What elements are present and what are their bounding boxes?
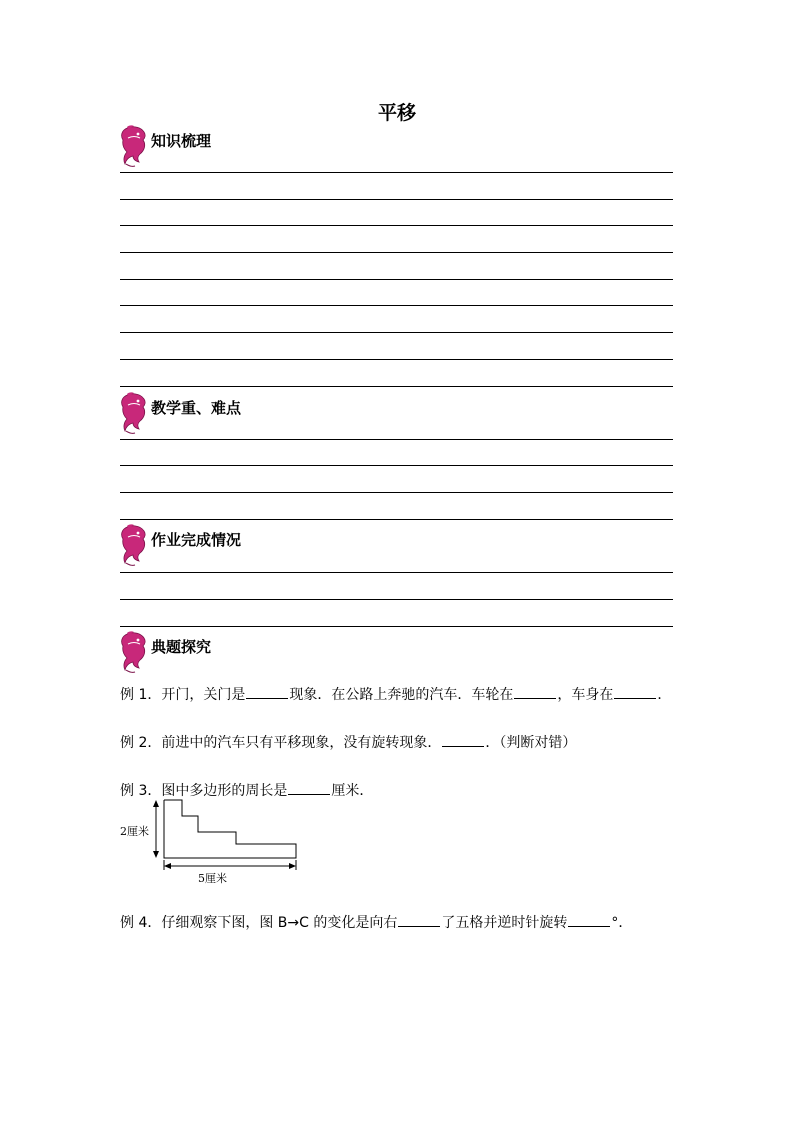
dolphin-icon — [118, 630, 148, 676]
answer-line — [120, 599, 673, 600]
answer-line — [120, 626, 673, 627]
height-label: 2厘米 — [120, 825, 149, 838]
answer-line — [120, 465, 673, 466]
example-text: ，车身在 — [557, 687, 614, 703]
answer-line — [120, 199, 673, 200]
example-text: 厘米． — [331, 783, 374, 799]
answer-line — [120, 492, 673, 493]
dolphin-icon — [118, 523, 148, 569]
fill-blank[interactable] — [288, 780, 330, 795]
example-text: ．（判断对错） — [485, 735, 577, 751]
fill-blank[interactable] — [398, 912, 440, 927]
example-text: 了五格并逆时针旋转 — [441, 915, 568, 931]
example-4 — [120, 912, 632, 932]
example-text: °． — [611, 915, 633, 931]
example-text: 例 2．前进中的汽车只有平移现象，没有旋转现象． — [120, 735, 442, 751]
answer-line — [120, 332, 673, 333]
example-text: 例 3．图中多边形的周长是 — [120, 783, 288, 799]
answer-line — [120, 439, 673, 440]
fill-blank[interactable] — [442, 732, 484, 747]
example-text: 例 4．仔细观察下图，图 B→C 的变化是向右 — [120, 915, 398, 931]
staircase-figure — [118, 798, 308, 887]
fill-blank[interactable] — [614, 684, 656, 699]
answer-line — [120, 359, 673, 360]
answer-line — [120, 225, 673, 226]
section-label: 知识梳理 — [151, 132, 212, 150]
example-3 — [120, 780, 373, 800]
example-text: 例 1．开门，关门是 — [120, 687, 246, 703]
section-label: 典题探究 — [151, 638, 212, 656]
answer-line — [120, 572, 673, 573]
answer-line — [120, 252, 673, 253]
answer-line — [120, 386, 673, 387]
example-text: ． — [657, 687, 672, 703]
answer-line — [120, 519, 673, 520]
page-title: 平移 — [377, 102, 416, 124]
section-label: 教学重、难点 — [151, 399, 242, 417]
answer-line — [120, 279, 673, 280]
width-label: 5厘米 — [198, 872, 227, 885]
example-2 — [120, 732, 576, 752]
answer-line — [120, 305, 673, 306]
example-1 — [120, 684, 671, 704]
fill-blank[interactable] — [568, 912, 610, 927]
example-text: 现象．在公路上奔驰的汽车．车轮在 — [289, 687, 514, 703]
fill-blank[interactable] — [246, 684, 288, 699]
dolphin-icon — [118, 124, 148, 170]
dolphin-icon — [118, 391, 148, 437]
polygon-outline — [164, 800, 296, 858]
section-label: 作业完成情况 — [151, 531, 242, 549]
answer-line — [120, 172, 673, 173]
fill-blank[interactable] — [514, 684, 556, 699]
